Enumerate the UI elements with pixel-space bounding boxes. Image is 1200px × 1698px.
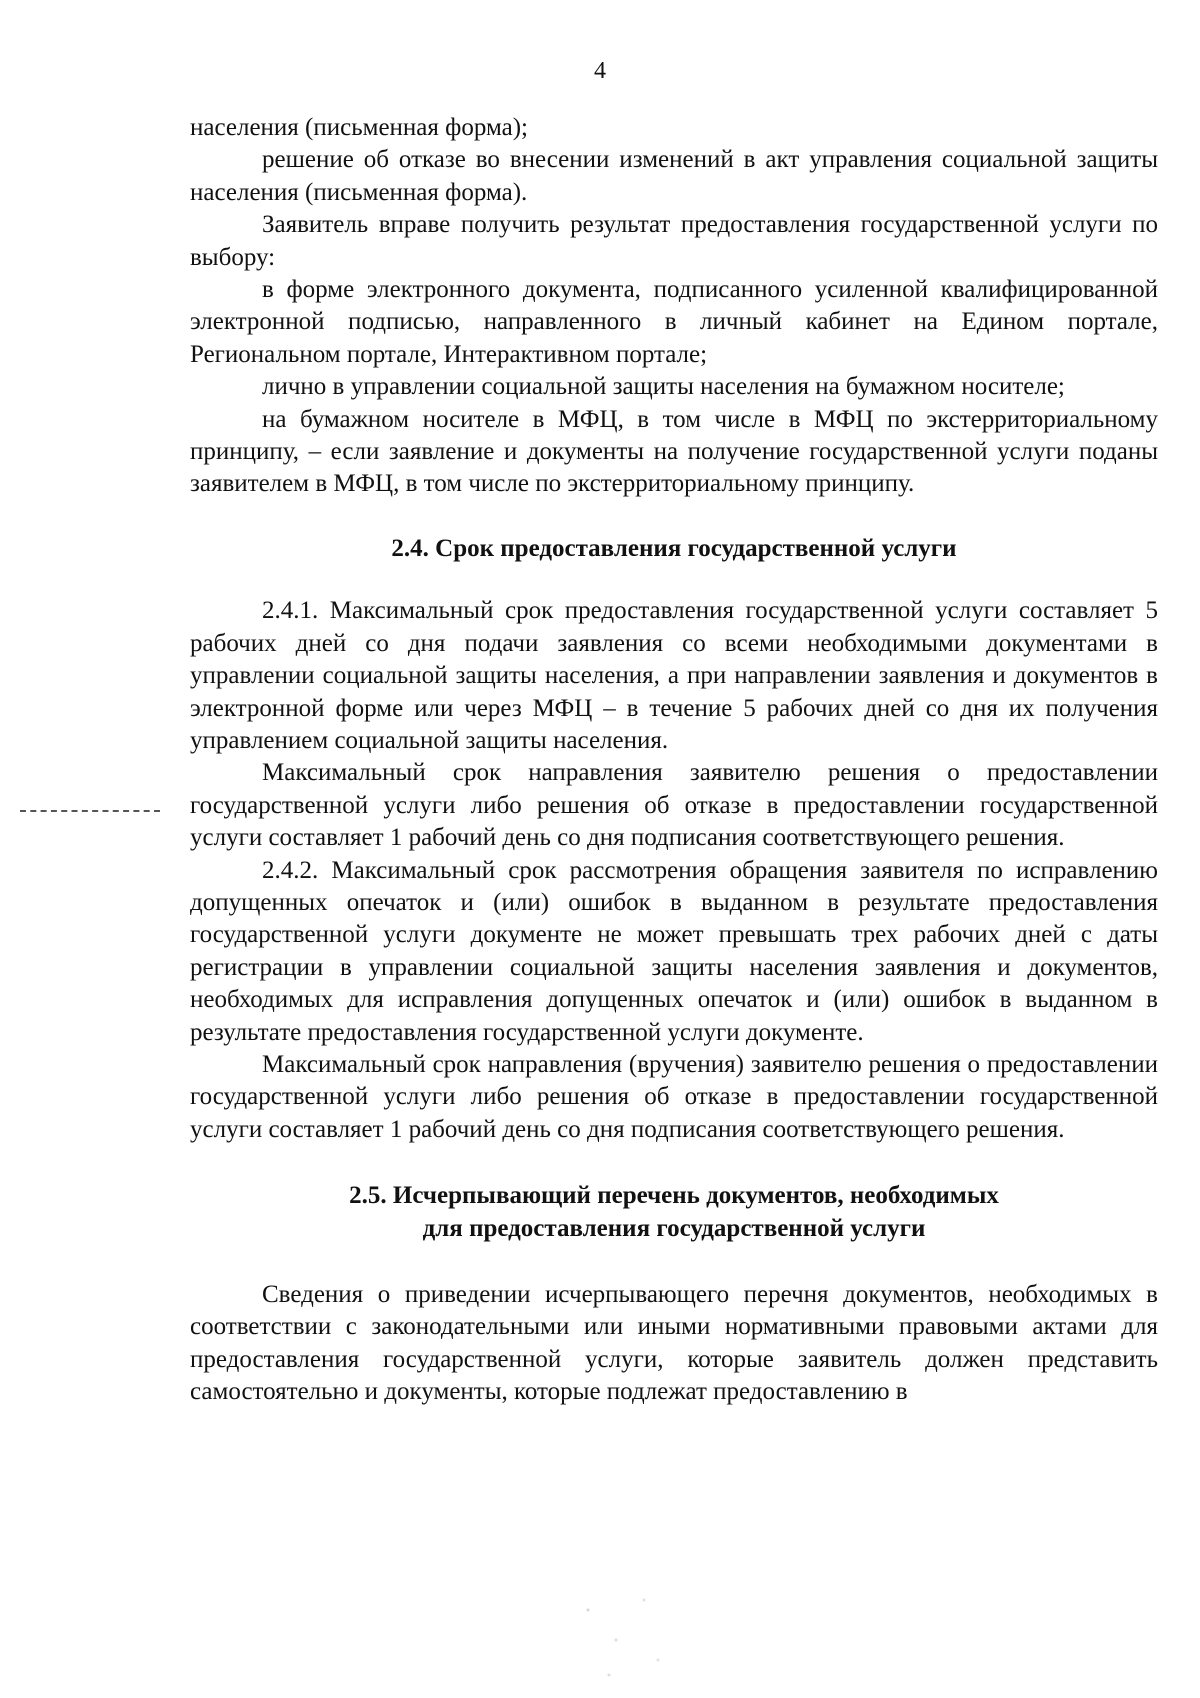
body-paragraph: Максимальный срок направления заявителю решения о предоставлении государственной услуги либо решения об отказе в предоставлении государственной услуги составляет 1 рабочий день со дня подписания соответствующего решения. [190, 759, 1158, 852]
body-paragraph: Максимальный срок направления (вручения) заявителю решения о предоставлении государственной услуги либо решения об отказе в предоставлении государственной услуги составляет 1 рабочий день со дня подписания соответствующего решения. [190, 1050, 1158, 1143]
scan-artifact-line [20, 810, 160, 812]
section-heading-line: для предоставления государственной услуги [422, 1214, 926, 1242]
section-heading-line: 2.5. Исчерпывающий перечень документов, необходимых [349, 1182, 999, 1210]
document-body [190, 112, 1158, 1409]
page-number: 4 [594, 58, 606, 84]
body-paragraph: Заявитель вправе получить результат предоставления государственной услуги по выбору: [190, 211, 1158, 271]
body-paragraph: в форме электронного документа, подписанного усиленной квалифицированной электронной подписью, направленного в личный кабинет на Едином портале, Региональном портале, Интерактивном портале; [190, 276, 1158, 368]
section-heading-2-4: 2.4. Срок предоставления государственной услуги [391, 534, 957, 562]
section-heading-2-5 [190, 1180, 1158, 1245]
body-paragraph: населения (письменная форма); [190, 114, 528, 141]
body-paragraph: на бумажном носителе в МФЦ, в том числе в МФЦ по экстерриториальному принципу, – если заявление и документы на получение государственной услуги поданы заявителем в МФЦ, в том числе по экстерриториальному принципу. [190, 405, 1158, 498]
scan-noise [560, 1590, 700, 1690]
body-paragraph: 2.4.2. Максимальный срок рассмотрения обращения заявителя по исправлению допущенных опечаток и (или) ошибок в выданном в результате предоставления государственной услуги документе не может превышать трех рабочих дней с даты регистрации в управлении социальной защиты населения заявления и документов, необходимых для исправления допущенных опечаток и (или) ошибок в выданном в результате предоставления государственной услуги документе. [190, 856, 1158, 1046]
body-paragraph: 2.4.1. Максимальный срок предоставления государственной услуги составляет 5 рабочих дней со дня подачи заявления со всеми необходимыми документами в управлении социальной защиты населения, а при направлении заявления и документов в электронной форме или через МФЦ – в течение 5 рабочих дней со дня их получения управлением социальной защиты населения. [190, 597, 1158, 754]
body-paragraph: решение об отказе во внесении изменений в акт управления социальной защиты населения (письменная форма). [190, 146, 1158, 206]
body-paragraph: Сведения о приведении исчерпывающего перечня документов, необходимых в соответствии с законодательными или иными нормативными правовыми актами для предоставления государственной услуги, которые заявитель должен представить самостоятельно и документы, которые подлежат предоставлению в [190, 1281, 1158, 1406]
body-paragraph: лично в управлении социальной защиты населения на бумажном носителе; [262, 373, 1065, 401]
